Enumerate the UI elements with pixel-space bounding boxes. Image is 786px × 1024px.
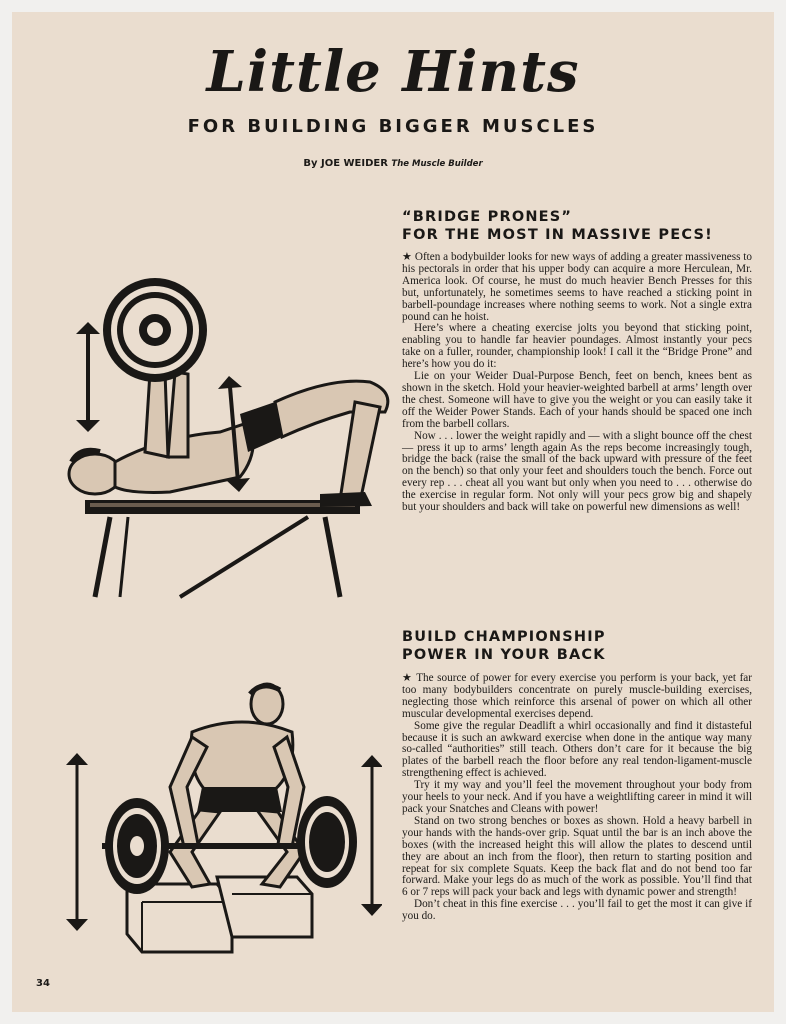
byline [12, 157, 774, 171]
section1-body [402, 252, 752, 514]
section1-heading-line1: “BRIDGE PRONES” [402, 209, 573, 225]
section2-paragraph-3: Try it my way and you’ll feel the movement throughout your body from your heels to your neck. And if you have a weightlifting career in mind it will pack your Snatches and Cleans with power! [402, 779, 752, 815]
section2-paragraph-4: Stand on two strong benches or boxes as shown. Hold a heavy barbell in your hands with the hands-over grip. Squat until the bar is an inch above the boxes (with the increased height this will allow the plates to descend until they are about an inch from the floor), then return to starting position and repeat for six complete Squats. Keep the back flat and do not bend too far forward. Make your legs do as much of the work as possible. You’ll find that 6 or 7 reps will pack your back and legs with dynamic power and strength! [402, 814, 752, 899]
section2-body [402, 673, 752, 923]
section1-paragraph-4: Now . . . lower the weight rapidly and — with a slight bounce off the chest — press it up to arms’ length again As the reps become increasingly tough, bridge the back (raise the small of the back upward with pressure of the feet on the bench) so that only your feet and shoulders touch the bench. Force out every rep . . . cheat all you want but only when you need to . . . otherwise do the exercise in regular form. Not only will your pecs grow big and shapely but your shoulders and back will take on powerful new dimensions as well! [402, 429, 752, 514]
section1-heading-line2: FOR THE MOST IN MASSIVE PECS! [402, 227, 713, 243]
section2-paragraph-1: ★ The source of power for every exercise you perform is your back, yet far too many bodybuilders concentrate on purely muscle-building exercises, neglecting those which reinforce this arsenal of power on which all other muscular developmental exercises depend. [402, 672, 752, 720]
author-name: JOE WEIDER [320, 158, 388, 169]
section2-heading-line2: POWER IN YOUR BACK [402, 647, 606, 663]
section2-heading [402, 628, 772, 664]
section1-paragraph-2: Here’s where a cheating exercise jolts you beyond that sticking point, enabling you to handle far heavier poundages. Almost instantly your pecs take on a fuller, rounder, championship look! I call it the “Bridge Prone” and here’s how you do it: [402, 322, 752, 371]
section2-heading-line1: BUILD CHAMPIONSHIP [402, 629, 606, 645]
article-title: Little Hints [206, 39, 580, 105]
deadlift-illustration [42, 662, 382, 962]
author-role: The Muscle Builder [391, 159, 483, 169]
bridge-prone-illustration [50, 262, 390, 602]
byline-prefix: By [303, 158, 318, 169]
section2-paragraph-5: Don’t cheat in this fine exercise . . . you’ll fail to get the most it can give if you do. [402, 898, 752, 923]
section1-paragraph-1: ★ Often a bodybuilder looks for new ways of adding a greater massiveness to his pectorals in order that his upper body can acquire a more Herculean, Mr. America look. Of course, he must do much heavier Bench Presses for this but, unfortunately, he sometimes seems to have reached a sticking point in barbell-poundage increases where nothing seems to work. Not a single extra pound can he hoist. [402, 251, 752, 323]
section2-paragraph-2: Some give the regular Deadlift a whirl occasionally and find it distasteful because it is such an awkward exercise when done in the antique way many so-called “authorities” still teach. Others don’t care for it because the big plates of the barbell reach the floor before any real tendon-ligament-muscle strengthening effect is achieved. [402, 719, 752, 780]
magazine-page [12, 12, 774, 1012]
article-subtitle: FOR BUILDING BIGGER MUSCLES [187, 116, 599, 137]
page-number: 34 [36, 978, 50, 989]
section1-heading [402, 208, 772, 244]
section1-paragraph-3: Lie on your Weider Dual-Purpose Bench, feet on bench, knees bent as shown in the sketch. Hold your heavier-weighted barbell at arms’ length over the chest. Someone will have to give you the weight or you can easily take it off the Weider Power Stands. Each of your hands should be spaced one inch from the barbell collars. [402, 370, 752, 430]
